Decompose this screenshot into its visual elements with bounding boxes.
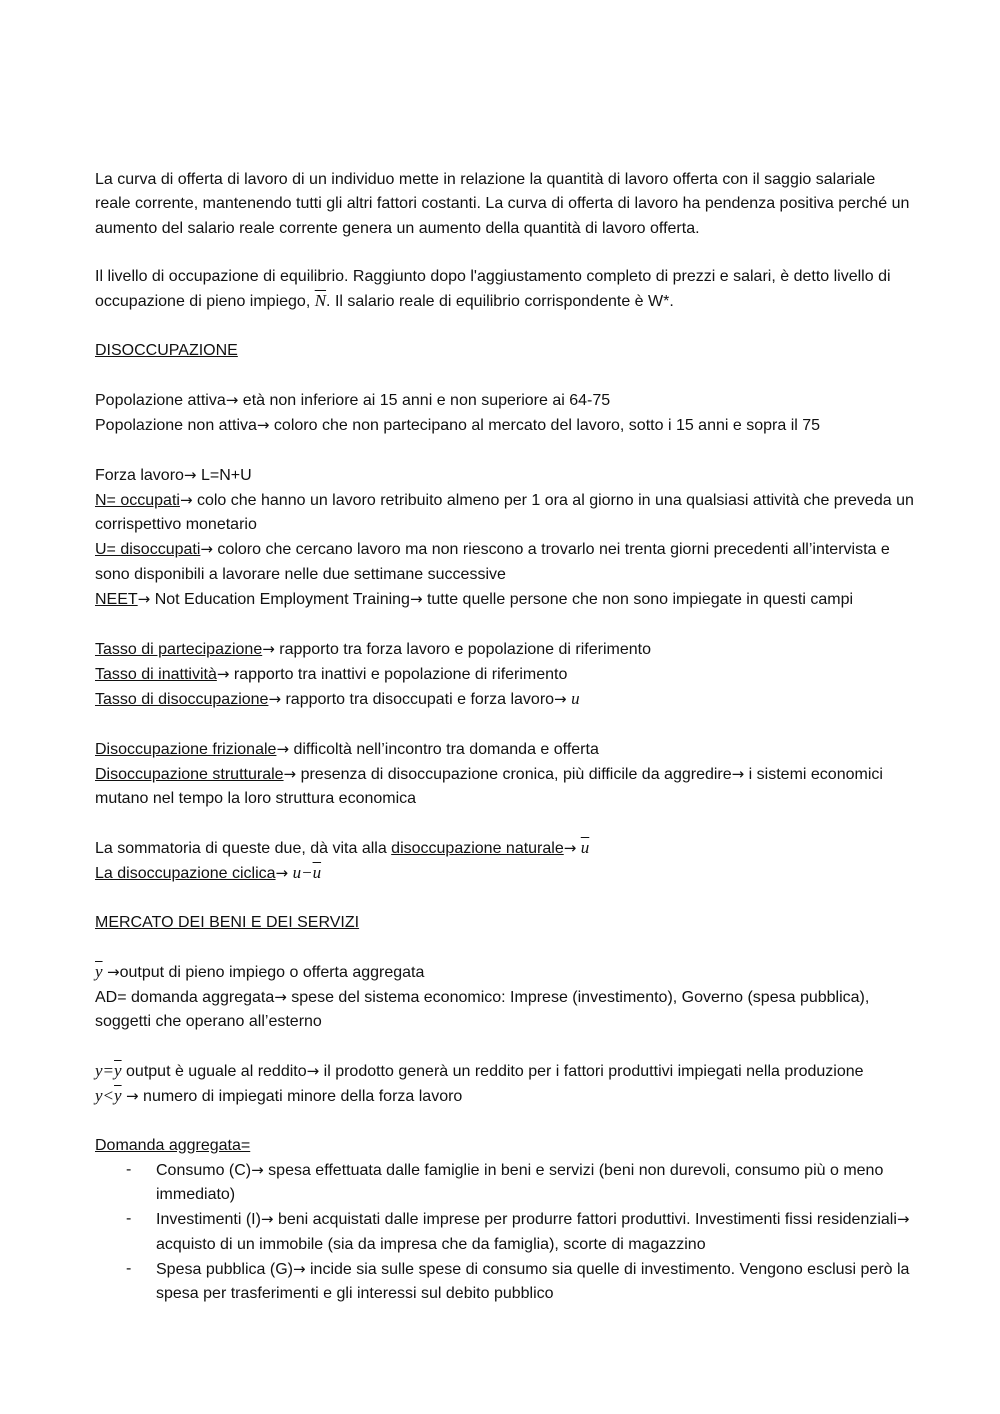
- strutturale-text: presenza di disoccupazione cronica, più difficile da aggredire: [296, 766, 732, 784]
- arrow-icon: →: [292, 1260, 306, 1279]
- list-item-consumo: [95, 1158, 915, 1208]
- line-frizionale: [95, 737, 915, 762]
- tasso-partecipazione-text: rapporto tra forza lavoro e popolazione di riferimento: [274, 640, 651, 658]
- line-y-equals-ybar: [95, 1059, 915, 1084]
- symbol-y: y: [95, 1060, 103, 1080]
- arrow-icon: →: [225, 390, 239, 409]
- symbol-n-bar: $\overline{N}$: [314, 291, 327, 311]
- eq-text-a: output è uguale al reddito: [121, 1062, 307, 1080]
- neet-label: NEET: [95, 591, 138, 609]
- pop-non-attiva-label: Popolazione non attiva: [95, 416, 257, 434]
- line-forza-lavoro: [95, 463, 915, 488]
- symbol-y-bar: $\overline{y}$: [114, 1085, 122, 1105]
- line-popolazione-non-attiva: [95, 413, 915, 438]
- paragraph-equilibrio: [95, 265, 915, 315]
- arrow-icon: →: [274, 987, 287, 1006]
- symbol-u-bar: $\overline{u}$: [312, 863, 322, 883]
- neet-text: tutte quelle persone che non sono impiegate in questi campi: [422, 591, 854, 609]
- occupati-text: colo che hanno un lavoro retribuito almeno per 1 ora al giorno in una qualsiasi attività che preveda un corrispettivo monetario: [95, 491, 914, 534]
- domanda-aggregata-list: [95, 1158, 915, 1307]
- sommatoria-text: La sommatoria di queste due, dà vita alla: [95, 840, 392, 858]
- arrow-icon: →: [268, 690, 282, 709]
- symbol-minus: −: [301, 863, 313, 883]
- arrow-icon: →: [276, 739, 290, 758]
- line-occupati: [95, 488, 915, 538]
- tasso-inattivita-text: rapporto tra inattivi e popolazione di riferimento: [229, 665, 568, 683]
- line-disoccupati: [95, 537, 915, 587]
- pop-attiva-text: età non inferiore ai 15 anni e non superiore ai 64-75: [238, 391, 611, 409]
- forza-lavoro-text: L=N+U: [196, 466, 252, 484]
- symbol-y-bar: $\overline{y}$: [114, 1060, 122, 1080]
- investimenti-text-2: acquisto di un immobile (sia da impresa che da famiglia), scorte di magazzino: [156, 1235, 706, 1253]
- paragraph-offerta-lavoro: La curva di offerta di lavoro di un individuo mette in relazione la quantità di lavoro offerta con il saggio salariale reale corrente, mantenendo tutti gli altri fattori costanti. La curva di offerta di lavoro ha pendenza positiva perché un aumento del salario reale corrente genera un aumento della quantità di lavoro offerta.: [95, 171, 910, 237]
- occupati-label: N= occupati: [95, 491, 180, 509]
- line-tasso-disoccupazione: [95, 687, 915, 712]
- ad-text: spese del sistema economico: Imprese (investimento), Governo (spesa pubblica), soggetti che operano all’esterno: [95, 988, 870, 1031]
- eq-text-b: il prodotto generà un reddito per i fattori produttivi impiegati nella produzione: [319, 1062, 864, 1080]
- line-popolazione-attiva: [95, 388, 915, 413]
- output-text: output di pieno impiego o offerta aggregata: [119, 963, 425, 981]
- arrow-icon: →: [262, 639, 275, 658]
- line-output-pieno-impiego: [95, 960, 915, 985]
- arrow-icon: →: [256, 415, 270, 434]
- line-disoccupazione-naturale: [95, 836, 915, 861]
- line-neet: [95, 587, 915, 612]
- arrow-icon: →: [275, 864, 289, 883]
- arrow-icon: →: [179, 490, 193, 509]
- forza-lavoro-label: Forza lavoro: [95, 466, 184, 484]
- line-strutturale: [95, 762, 915, 812]
- arrow-icon: →: [260, 1210, 274, 1229]
- equilibrio-text-b: . Il salario reale di equilibrio corrispondente è W*.: [326, 293, 674, 311]
- arrow-icon: →: [306, 1061, 320, 1080]
- tasso-inattivita-label: Tasso di inattività: [95, 665, 217, 683]
- naturale-label: disoccupazione naturale: [391, 840, 564, 858]
- symbol-u-bar: $\overline{u}$: [580, 838, 590, 858]
- disoccupati-label: U= disoccupati: [95, 541, 201, 559]
- list-item-investimenti: [95, 1207, 915, 1257]
- dash-bullet: -: [126, 1260, 132, 1278]
- arrow-icon: →: [183, 465, 197, 484]
- consumo-text: spesa effettuata dalle famiglie in beni e servizi (beni non durevoli, consumo più o meno immediato): [156, 1161, 884, 1204]
- tasso-partecipazione-label: Tasso di partecipazione: [95, 640, 263, 658]
- tasso-disoccupazione-text: rapporto tra disoccupati e forza lavoro: [281, 691, 555, 709]
- strutturale-text-2: i sistemi economici mutano nel tempo la loro struttura economica: [95, 766, 883, 808]
- list-item-spesa-pubblica: [95, 1257, 915, 1307]
- strutturale-label: Disoccupazione strutturale: [95, 766, 284, 784]
- frizionale-text: difficoltà nell’incontro tra domanda e offerta: [289, 740, 599, 758]
- line-tasso-partecipazione: [95, 637, 915, 662]
- dash-bullet: -: [126, 1160, 132, 1178]
- arrow-icon: →: [137, 590, 151, 609]
- arrow-icon: →: [251, 1160, 264, 1179]
- symbol-u: u: [292, 863, 302, 883]
- ad-label: AD= domanda aggregata: [95, 988, 275, 1006]
- tasso-disoccupazione-label: Tasso di disoccupazione: [95, 691, 269, 709]
- line-tasso-inattivita: [95, 662, 915, 687]
- neet-mid: Not Education Employment Training: [150, 591, 410, 609]
- arrow-icon: →: [731, 765, 745, 784]
- line-domanda-aggregata: [95, 985, 915, 1035]
- frizionale-label: Disoccupazione frizionale: [95, 740, 277, 758]
- spesa-pubblica-text: incide sia sulle spese di consumo sia quelle di investimento. Vengono esclusi però la spesa per trasferimenti e gli interessi sul debito pubblico: [156, 1261, 910, 1303]
- investimenti-text: beni acquistati dalle imprese per produrre fattori produttivi. Investimenti fissi residenziali: [273, 1211, 897, 1229]
- arrow-icon: →: [283, 765, 297, 784]
- symbol-y-bar: $\overline{y}$: [95, 961, 103, 981]
- ciclica-label: La disoccupazione ciclica: [95, 865, 276, 883]
- heading-mercato: MERCATO DEI BENI E DEI SERVIZI: [95, 913, 360, 931]
- lt-text: numero di impiegati minore della forza lavoro: [138, 1087, 463, 1105]
- arrow-icon: →: [126, 1086, 139, 1105]
- heading-domanda-aggregata: Domanda aggregata=: [95, 1136, 251, 1154]
- symbol-y: y: [95, 1085, 103, 1105]
- consumo-label: Consumo (C): [156, 1161, 252, 1179]
- line-disoccupazione-ciclica: [95, 861, 915, 886]
- spesa-pubblica-label: Spesa pubblica (G): [156, 1261, 293, 1279]
- symbol-less-than: <: [102, 1085, 115, 1105]
- heading-disoccupazione: DISOCCUPAZIONE: [95, 342, 238, 360]
- equilibrio-text-a: Il livello di occupazione di equilibrio. Raggiunto dopo l'aggiustamento completo di prezzi e salari, è detto livello di occupazione di pieno impiego,: [95, 268, 891, 311]
- symbol-u: u: [571, 689, 580, 709]
- arrow-icon: →: [216, 664, 230, 683]
- dash-bullet: -: [126, 1210, 132, 1228]
- arrow-icon: →: [563, 839, 577, 858]
- investimenti-label: Investimenti (I): [156, 1211, 261, 1229]
- arrow-icon: →: [200, 540, 213, 559]
- document-page: [95, 168, 915, 1307]
- line-y-less-ybar: [95, 1084, 915, 1109]
- arrow-icon: →: [409, 590, 423, 609]
- arrow-icon: →: [554, 690, 567, 709]
- pop-attiva-label: Popolazione attiva: [95, 391, 226, 409]
- pop-non-attiva-text: coloro che non partecipano al mercato del lavoro, sotto i 15 anni e sopra il 75: [269, 416, 821, 434]
- symbol-equals: =: [102, 1060, 115, 1080]
- arrow-icon: →: [107, 962, 120, 981]
- disoccupati-text: coloro che cercano lavoro ma non riescono a trovarlo nei trenta giorni precedenti all’intervista e sono disponibili a lavorare nelle due settimane successive: [95, 541, 890, 583]
- arrow-icon: →: [896, 1210, 910, 1229]
